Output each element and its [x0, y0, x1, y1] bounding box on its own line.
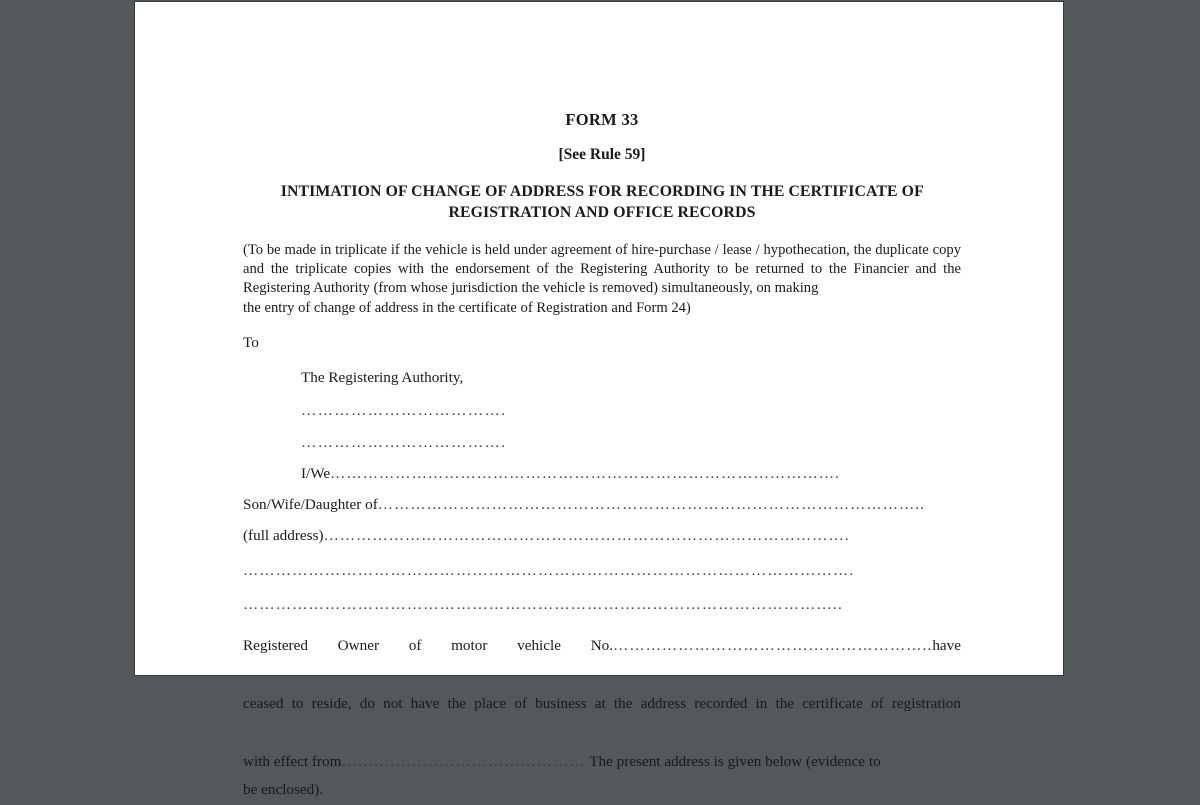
field-full-address[interactable]	[243, 512, 961, 543]
page-content-area	[243, 2, 961, 799]
closing-line-4: be enclosed).	[243, 781, 324, 799]
main-heading-line-2: REGISTRATION AND OFFICE RECORDS	[448, 204, 756, 222]
document-page	[135, 2, 1063, 799]
closing-line-3[interactable]	[243, 748, 961, 777]
closing-paragraph	[243, 612, 961, 805]
main-heading-line-1: INTIMATION OF CHANGE OF ADDRESS FOR RECORDING IN THE CERTIFICATE OF	[280, 183, 924, 200]
closing-line-3-tail: The present address is given below (evidence to	[585, 752, 881, 770]
intro-paragraph-lastline: the entry of change of address in the certificate of Registration and Form 24)	[243, 299, 691, 316]
to-label: To	[243, 334, 259, 352]
field-parentage-label: Son/Wife/Daughter of	[243, 496, 378, 514]
field-iwe[interactable]	[243, 450, 961, 481]
address-continuation-line-2[interactable]: ………………………………………………………………………………………………..	[243, 595, 843, 613]
closing-line-1-label: Registered Owner of motor vehicle No.	[243, 637, 614, 655]
field-iwe-dots[interactable]: ………………………………………………………………………………….	[330, 465, 840, 483]
addressee-blank-line-2[interactable]: ……………………………….	[301, 433, 507, 451]
form-title: FORM 33	[565, 110, 639, 129]
field-iwe-label: I/We	[301, 465, 331, 483]
vehicle-number-dots[interactable]: …………………………………………………..	[613, 637, 933, 655]
closing-line-1[interactable]	[243, 632, 961, 690]
address-continuation-line-1[interactable]: ………………………………………………………………………………………………….	[243, 561, 855, 579]
rule-reference: [See Rule 59]	[558, 145, 646, 163]
field-full-address-dots[interactable]: …………………………………………………………………………………….	[323, 527, 850, 545]
addressee-blank-line-1[interactable]: ……………………………….	[301, 401, 507, 419]
field-parentage[interactable]	[243, 481, 961, 512]
closing-line-3-label: with effect from	[243, 752, 342, 770]
closing-line-2: ceased to reside, do not have the place of business at the address recorded in the certificate of registration	[243, 694, 961, 712]
field-full-address-label: (full address)	[243, 527, 324, 545]
closing-line-1-tail: have	[932, 637, 961, 655]
addressee-registering-authority: The Registering Authority,	[301, 369, 464, 387]
field-parentage-dots[interactable]: ………………………………………………………………………………………..	[377, 496, 926, 514]
effect-date-dots[interactable]: ………………………………………	[341, 752, 586, 770]
intro-paragraph	[243, 224, 961, 319]
intro-paragraph-body: (To be made in triplicate if the vehicle is held under agreement of hire-purchase / lease / hypothecation, the duplicate copy and the triplicate copies with the endorsement of the Registering Authority to be returned to the Financier and the Registering Authority (from whose jurisdiction the vehicle is removed) simultaneously, on making	[243, 241, 961, 297]
main-heading	[243, 162, 961, 224]
